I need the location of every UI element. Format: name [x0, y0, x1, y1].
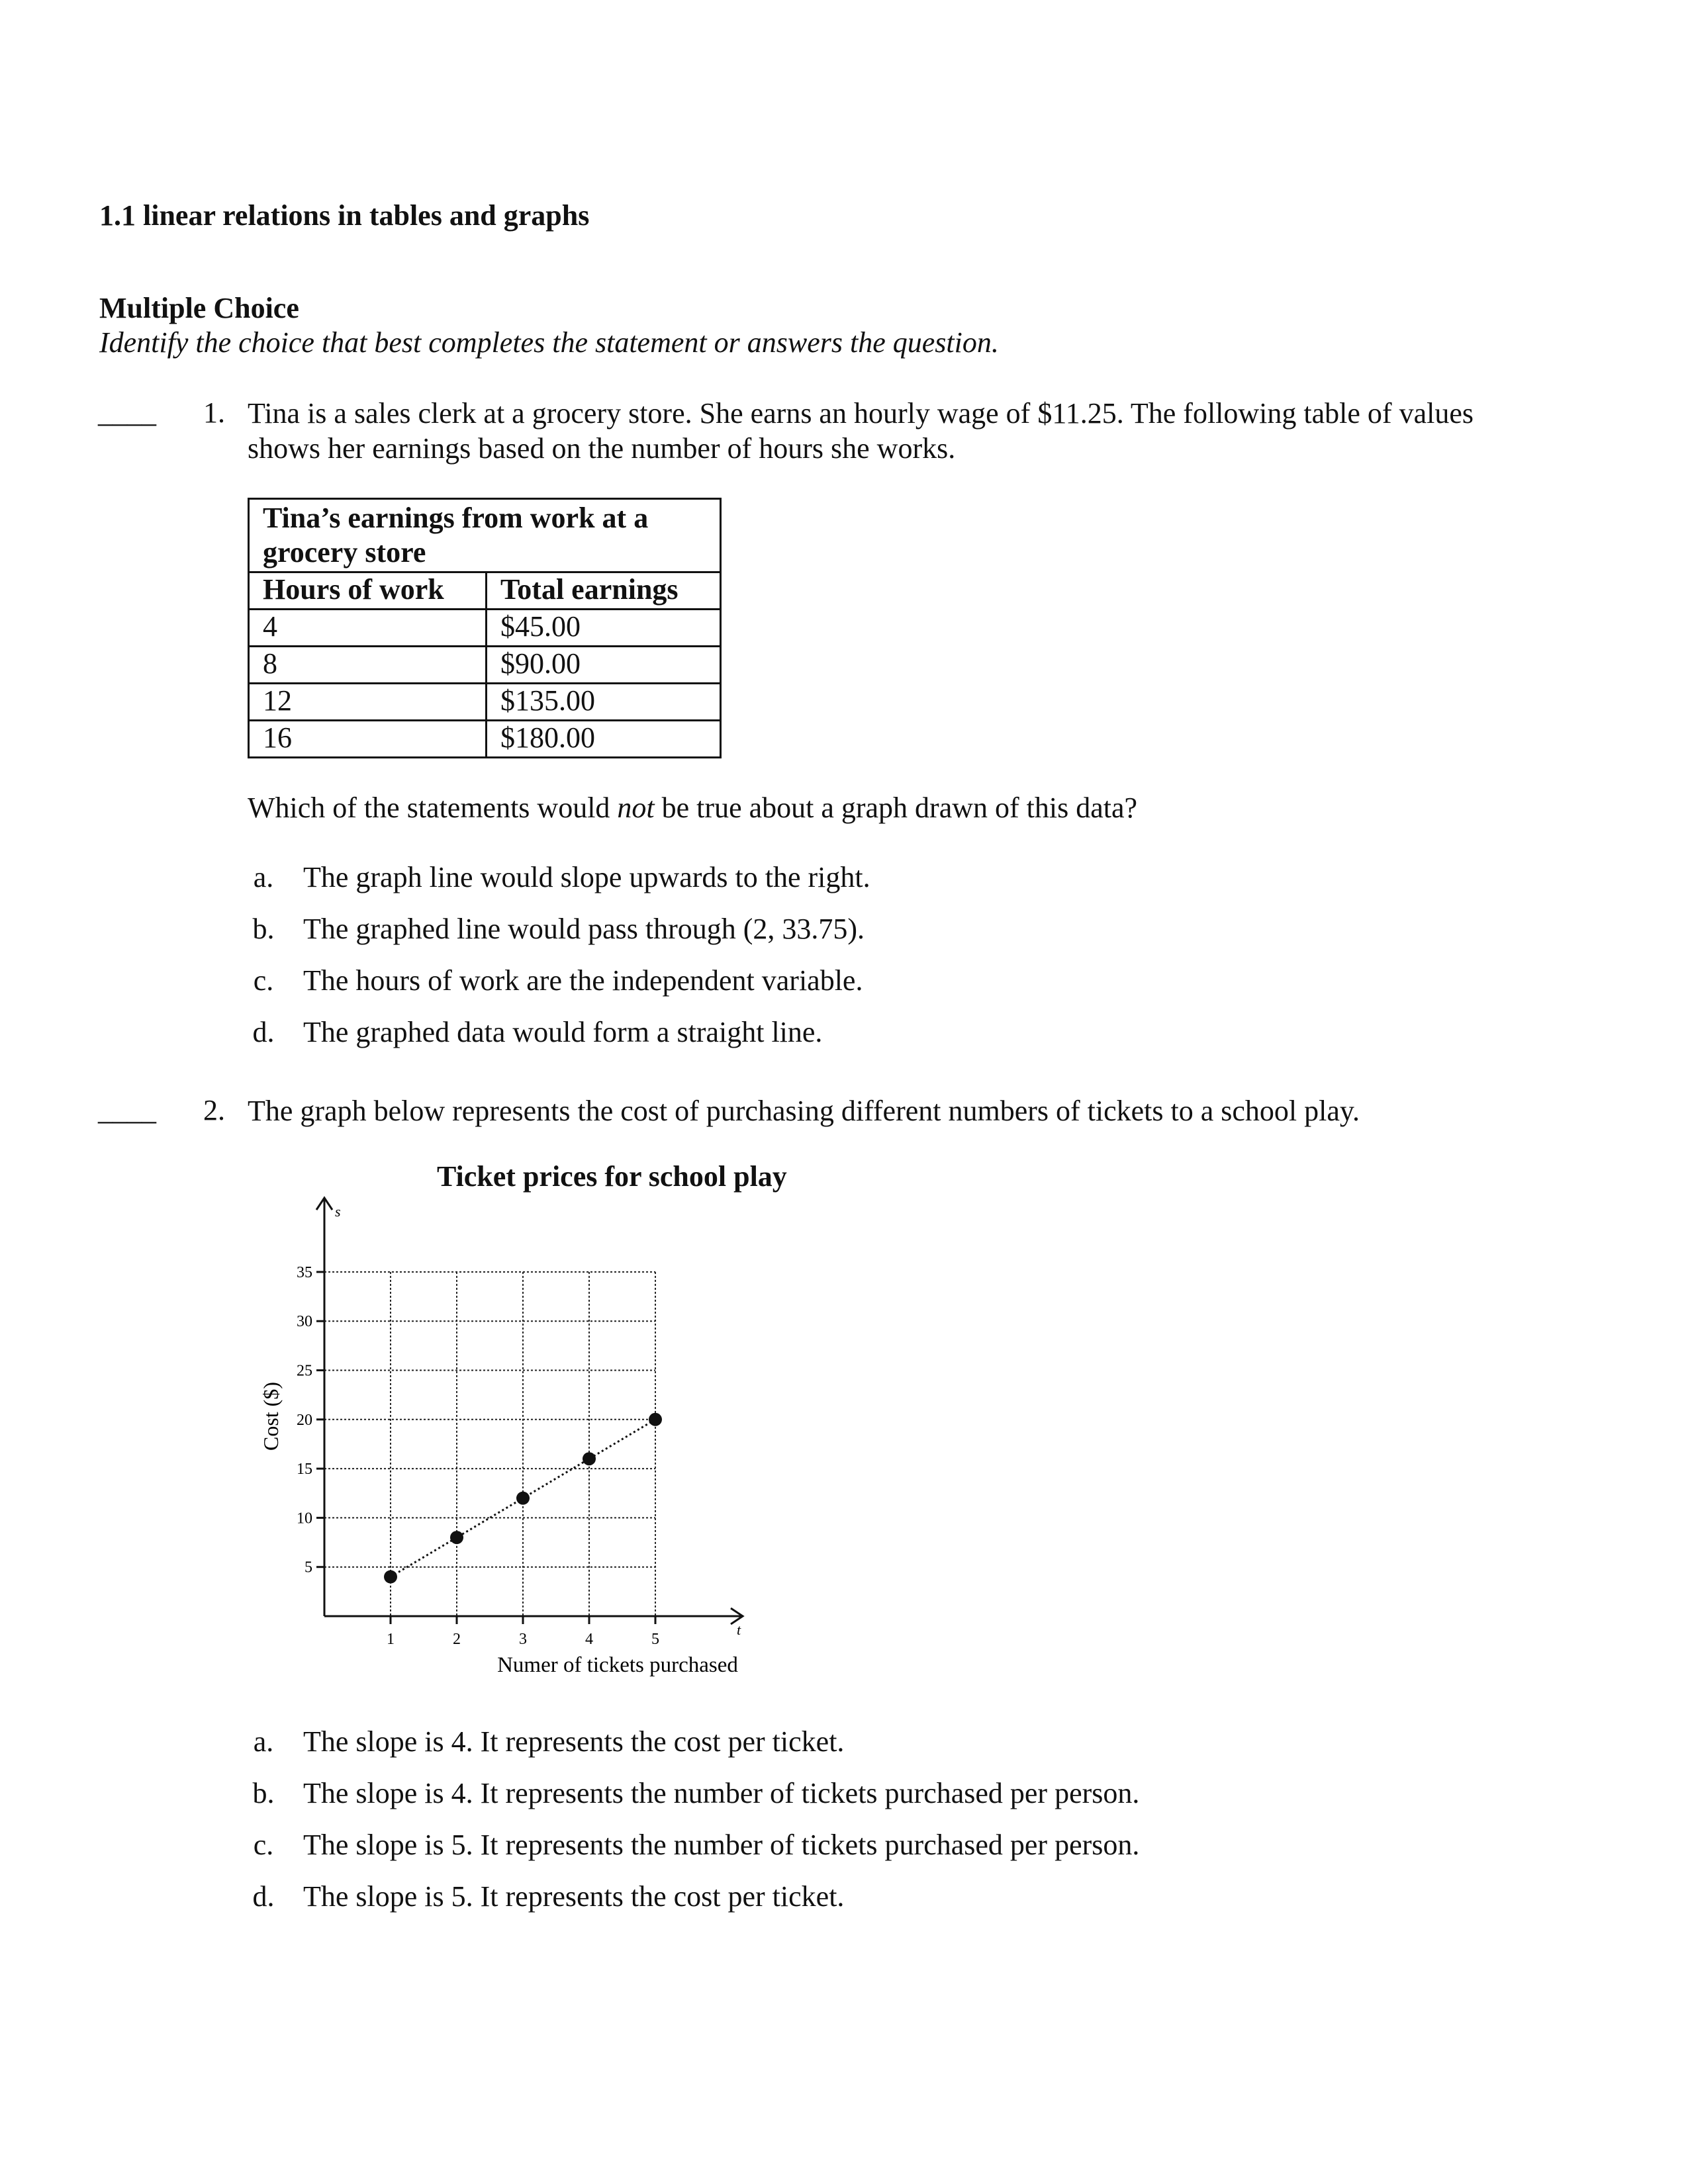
table-row: [249, 721, 721, 758]
choice-letter-c: c.: [253, 1829, 274, 1861]
chart-ticks: [297, 1264, 659, 1648]
y-tick-label: 5: [305, 1559, 312, 1576]
question-text-line-2: shows her earnings based on the number of hours she works.: [248, 432, 956, 465]
choice-letter-a: a.: [253, 861, 274, 893]
y-tick-label: 30: [297, 1313, 312, 1331]
table-row: [249, 684, 721, 721]
choice-b[interactable]: The graphed line would pass through (2, 33.75).: [303, 913, 865, 945]
data-point: [384, 1570, 397, 1584]
x-tick-label: 5: [651, 1631, 659, 1648]
y-tick-label: 35: [297, 1263, 312, 1281]
instructions: Identify the choice that best completes the statement or answers the question.: [99, 326, 999, 359]
data-point: [649, 1413, 662, 1426]
column-header: Hours of work: [249, 572, 487, 610]
question-text-line-1: The graph below represents the cost of purchasing different numbers of tickets to a school play.: [248, 1095, 1360, 1127]
table-row: [249, 610, 721, 647]
question-prompt: [248, 790, 1137, 825]
x-tick-label: 2: [453, 1631, 461, 1648]
table-cell: $45.00: [487, 610, 721, 647]
section-heading: Multiple Choice: [99, 292, 299, 324]
ticket-price-chart: [238, 1185, 768, 1688]
x-tick-label: 3: [519, 1631, 527, 1648]
prompt-emphasis: not: [617, 792, 655, 824]
x-axis-variable: t: [737, 1621, 741, 1638]
earnings-table: [248, 498, 722, 758]
table-caption-line-1: Tina’s earnings from work at a: [263, 502, 649, 534]
worksheet-title: 1.1 linear relations in tables and graphs: [99, 199, 590, 232]
table-header-row: [249, 572, 721, 610]
choice-letter-b: b.: [252, 913, 275, 945]
table-cell: $90.00: [487, 647, 721, 684]
column-header: Total earnings: [487, 572, 721, 610]
y-tick-label: 25: [297, 1362, 312, 1380]
table-caption: [249, 499, 721, 572]
choice-letter-d: d.: [252, 1880, 275, 1913]
y-tick-label: 10: [297, 1510, 312, 1527]
choice-a[interactable]: The slope is 4. It represents the cost per ticket.: [303, 1725, 845, 1758]
choice-letter-c: c.: [253, 964, 274, 997]
prompt-after: be true about a graph drawn of this data?: [654, 792, 1138, 824]
table-cell: $180.00: [487, 721, 721, 758]
x-axis-label: Numer of tickets purchased: [497, 1653, 738, 1677]
choice-d[interactable]: The graphed data would form a straight line.: [303, 1016, 823, 1048]
x-tick-label: 4: [585, 1631, 593, 1648]
data-point: [516, 1492, 530, 1505]
table-caption-line-2: grocery store: [263, 536, 426, 569]
choice-letter-b: b.: [252, 1777, 275, 1809]
choice-b[interactable]: The slope is 4. It represents the number of tickets purchased per person.: [303, 1777, 1140, 1809]
answer-blank[interactable]: ____: [98, 1094, 156, 1126]
chart-title: Ticket prices for school play: [437, 1160, 787, 1193]
data-point: [583, 1452, 596, 1465]
table-cell: 12: [249, 684, 487, 721]
table-caption-row: [249, 499, 721, 572]
table-cell: $135.00: [487, 684, 721, 721]
choice-c[interactable]: The slope is 5. It represents the number of tickets purchased per person.: [303, 1829, 1140, 1861]
y-axis-label: Cost ($): [259, 1382, 283, 1451]
table-cell: 8: [249, 647, 487, 684]
choice-d[interactable]: The slope is 5. It represents the cost per ticket.: [303, 1880, 845, 1913]
choice-letter-a: a.: [253, 1725, 274, 1758]
choice-letter-d: d.: [252, 1016, 275, 1048]
chart-grid: [324, 1272, 655, 1616]
choice-a[interactable]: The graph line would slope upwards to the right.: [303, 861, 870, 893]
prompt-before: Which of the statements would: [248, 792, 618, 824]
data-point: [450, 1531, 463, 1544]
table-cell: 16: [249, 721, 487, 758]
answer-blank[interactable]: ____: [98, 396, 156, 429]
y-axis-variable: s: [335, 1203, 341, 1220]
question-number: 2.: [203, 1094, 225, 1126]
table-cell: 4: [249, 610, 487, 647]
chart-axes: [316, 1198, 743, 1624]
chart-series: [384, 1413, 662, 1584]
choice-c[interactable]: The hours of work are the independent variable.: [303, 964, 863, 997]
y-tick-label: 15: [297, 1461, 312, 1479]
question-text-line-1: Tina is a sales clerk at a grocery store. She earns an hourly wage of $11.25. The following table of values: [248, 397, 1474, 430]
y-tick-label: 20: [297, 1411, 312, 1429]
question-number: 1.: [203, 396, 225, 429]
x-tick-label: 1: [387, 1631, 395, 1648]
table-row: [249, 647, 721, 684]
